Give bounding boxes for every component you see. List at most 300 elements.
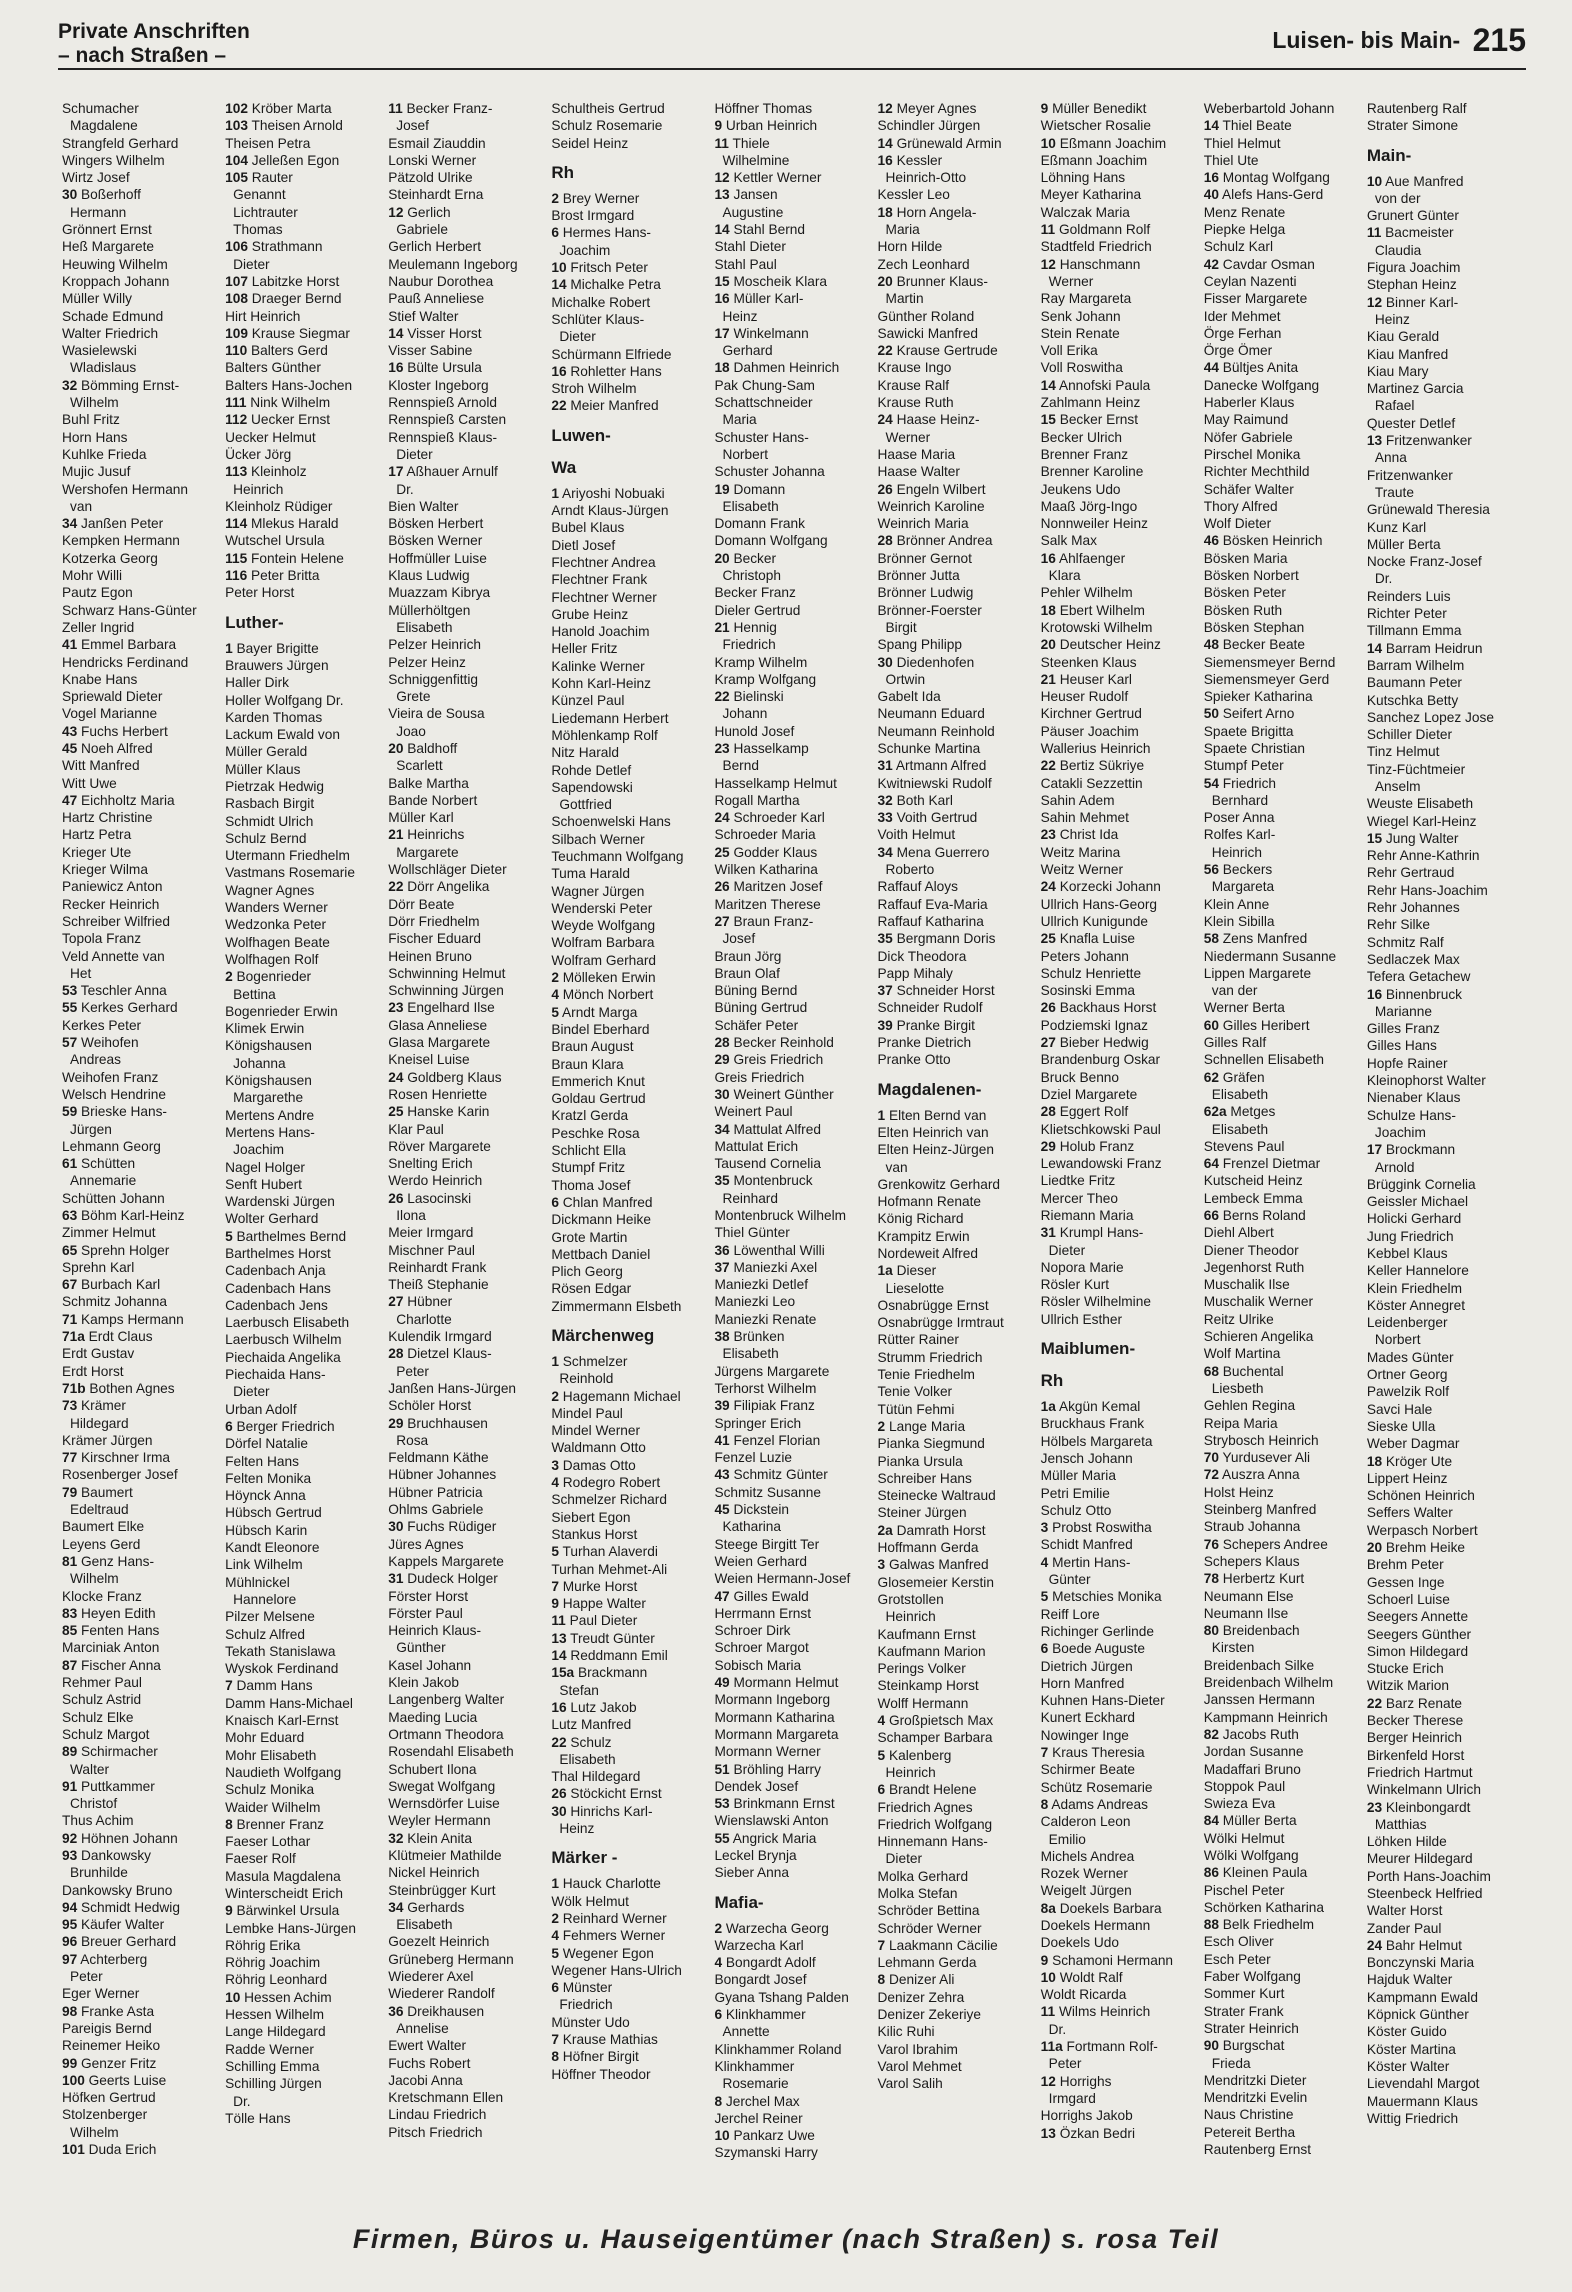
directory-entry: Sawicki Manfred bbox=[877, 325, 978, 341]
house-number: 91 bbox=[62, 1778, 78, 1794]
directory-entry: von der bbox=[1374, 190, 1421, 206]
directory-entry: 21 Heuser Karl bbox=[1040, 671, 1132, 687]
directory-entry: Schäfer Peter bbox=[714, 1017, 799, 1033]
directory-entry: Visser Sabine bbox=[388, 343, 473, 359]
directory-entry: Mohr Eduard bbox=[225, 1730, 305, 1746]
house-number: 1 bbox=[551, 485, 559, 501]
house-number: 2 bbox=[551, 970, 559, 986]
directory-entry: Röhrig Erika bbox=[225, 1937, 301, 1953]
directory-entry: Peschke Rosa bbox=[551, 1125, 640, 1141]
directory-entry: Michels Andrea bbox=[1040, 1848, 1135, 1864]
directory-entry: Nordeweit Alfred bbox=[877, 1246, 978, 1261]
directory-entry: 13 Fritzenwanker bbox=[1366, 433, 1472, 449]
house-number: 34 bbox=[714, 1121, 730, 1137]
directory-entry: 1a Dieser bbox=[877, 1263, 937, 1279]
directory-entry: Muschalik Werner bbox=[1203, 1294, 1314, 1310]
house-number: 23 bbox=[388, 1000, 404, 1016]
directory-entry: Genannt bbox=[233, 187, 286, 203]
directory-entry: Walter bbox=[70, 1761, 110, 1777]
directory-entry: Schreiber Wilfried bbox=[62, 913, 171, 929]
directory-entry: Holler Wolfgang Dr. bbox=[225, 692, 344, 708]
directory-entry: 6 Boede Auguste bbox=[1040, 1641, 1145, 1657]
directory-entry: Schönen Heinrich bbox=[1366, 1488, 1475, 1504]
directory-entry: Topola Franz bbox=[62, 931, 142, 947]
directory-entry: 30 Weinert Günther bbox=[714, 1086, 834, 1102]
page-header-left bbox=[58, 20, 250, 68]
directory-entry: Tölle Hans bbox=[225, 2110, 291, 2126]
directory-entry: Annemarie bbox=[70, 1173, 137, 1189]
directory-entry: 7 Murke Horst bbox=[551, 1578, 638, 1594]
directory-entry: 50 Seifert Arno bbox=[1203, 706, 1295, 722]
directory-entry: Kaufmann Ernst bbox=[877, 1626, 976, 1642]
directory-entry: 5 Turhan Alaverdi bbox=[551, 1544, 658, 1560]
directory-entry: Baumann Peter bbox=[1366, 675, 1462, 691]
house-number: 27 bbox=[714, 913, 730, 929]
directory-entry: Plich Georg bbox=[551, 1264, 623, 1280]
directory-entry: Herrmann Ernst bbox=[714, 1605, 812, 1621]
directory-entry: 26 Lasocinski bbox=[388, 1190, 472, 1206]
directory-entry: 2a Damrath Horst bbox=[877, 1522, 986, 1538]
directory-entry: Hessen Wilhelm bbox=[225, 2007, 324, 2023]
directory-entry: Erdt Horst bbox=[62, 1363, 124, 1379]
directory-entry: Janßen Hans-Jürgen bbox=[388, 1380, 517, 1396]
directory-entry: Weien Gerhard bbox=[714, 1553, 808, 1569]
directory-entry: Brauwers Jürgen bbox=[225, 657, 329, 673]
directory-entry: Maria bbox=[885, 222, 920, 238]
directory-entry: Joachim bbox=[559, 242, 611, 258]
house-number: 55 bbox=[714, 1830, 730, 1846]
directory-entry: Wagner Jürgen bbox=[551, 883, 645, 899]
directory-entry: Lichtrauter bbox=[233, 204, 298, 220]
directory-entry: Silbach Werner bbox=[551, 831, 645, 847]
directory-entry: Kroppach Johann bbox=[62, 273, 170, 289]
directory-entry: Richter Peter bbox=[1366, 606, 1447, 622]
directory-entry: Wolfhagen Beate bbox=[225, 934, 330, 950]
directory-entry: Klinkhammer bbox=[714, 2058, 795, 2074]
directory-entry: Rennspieß Carsten bbox=[388, 412, 507, 428]
directory-entry: 81 Genz Hans- bbox=[62, 1553, 155, 1569]
directory-entry: Nienaber Klaus bbox=[1366, 1090, 1461, 1106]
directory-entry: Steinberg Manfred bbox=[1203, 1502, 1317, 1518]
directory-entry: Schmitz Ralf bbox=[1366, 934, 1444, 950]
directory-entry: Karden Thomas bbox=[225, 709, 323, 725]
house-number: 5 bbox=[1040, 1589, 1049, 1605]
directory-entry: Wyskok Ferdinand bbox=[225, 1661, 339, 1677]
house-number: 5 bbox=[877, 1747, 886, 1763]
directory-entry: Lembeck Emma bbox=[1203, 1190, 1303, 1206]
house-number: 40 bbox=[1203, 187, 1219, 203]
directory-entry: Lievendahl Margot bbox=[1366, 2076, 1480, 2092]
directory-entry: Pautz Egon bbox=[62, 585, 133, 601]
directory-entry: Wietscher Rosalie bbox=[1040, 118, 1151, 134]
house-number: 82 bbox=[1203, 1726, 1219, 1742]
directory-entry: 53 Brinkmann Ernst bbox=[714, 1796, 835, 1812]
directory-entry: Peter bbox=[396, 1363, 429, 1379]
directory-entry: Stief Walter bbox=[388, 308, 459, 324]
directory-entry: Lutz Manfred bbox=[551, 1717, 632, 1733]
directory-entry: Wilhelm bbox=[70, 2124, 119, 2140]
directory-entry: Schindler Jürgen bbox=[877, 118, 981, 134]
directory-entry: 30 Hinrichs Karl- bbox=[551, 1803, 653, 1819]
directory-entry: Reinhardt Frank bbox=[388, 1259, 487, 1275]
house-number: 12 bbox=[388, 204, 404, 220]
directory-entry: 24 Goldberg Klaus bbox=[388, 1069, 502, 1085]
directory-entry: Dieter bbox=[1048, 1242, 1086, 1258]
directory-entry: 11 Thiele bbox=[714, 135, 770, 151]
directory-entry: Weigelt Jürgen bbox=[1040, 1883, 1132, 1899]
house-number: 8 bbox=[714, 2093, 723, 2109]
house-number: 14 bbox=[388, 325, 404, 341]
house-number: 109 bbox=[225, 325, 248, 341]
directory-entry: Mendritzki Dieter bbox=[1203, 2072, 1307, 2088]
directory-entry: Nöfer Gabriele bbox=[1203, 429, 1293, 445]
directory-entry: 12 Hanschmann bbox=[1040, 256, 1141, 272]
directory-entry: 2 Lange Maria bbox=[877, 1418, 966, 1434]
directory-entry: 10 Fritsch Peter bbox=[551, 260, 648, 276]
house-number: 16 bbox=[1203, 170, 1219, 186]
directory-entry: Mettbach Daniel bbox=[551, 1246, 651, 1262]
directory-entry: Ullrich Esther bbox=[1040, 1311, 1123, 1327]
directory-entry: 10 Hessen Achim bbox=[225, 1989, 332, 2005]
directory-entry: Joachim bbox=[233, 1142, 285, 1158]
directory-entry: Rosendahl Elisabeth bbox=[388, 1744, 514, 1760]
house-number: 4 bbox=[551, 987, 559, 1003]
house-number: 13 bbox=[551, 1630, 567, 1646]
directory-entry: Heinz bbox=[722, 308, 758, 324]
directory-entry: 5 Kalenberg bbox=[877, 1747, 952, 1763]
house-number: 57 bbox=[62, 1035, 78, 1051]
directory-entry: Möhlenkamp Rolf bbox=[551, 727, 658, 743]
house-number: 22 bbox=[877, 343, 893, 359]
directory-entry: Kampmann Ewald bbox=[1366, 1989, 1478, 2005]
house-number: 7 bbox=[1040, 1745, 1049, 1761]
house-number: 45 bbox=[62, 740, 78, 756]
directory-entry: Bernd bbox=[722, 758, 759, 774]
directory-entry: Elten Heinz-Jürgen bbox=[877, 1142, 994, 1158]
directory-entry: 77 Kirschner Irma bbox=[62, 1450, 171, 1466]
directory-entry: Stephan Heinz bbox=[1366, 277, 1457, 293]
house-number: 11 bbox=[388, 101, 403, 116]
directory-entry: Kotzerka Georg bbox=[62, 550, 158, 566]
directory-entry: Het bbox=[70, 965, 92, 981]
house-number: 22 bbox=[1366, 1695, 1383, 1711]
directory-entry: 42 Cavdar Osman bbox=[1203, 256, 1315, 272]
directory-entry: Link Wilhelm bbox=[225, 1557, 303, 1573]
directory-entry: Laerbusch Elisabeth bbox=[225, 1315, 350, 1331]
directory-entry: Niedermann Susanne bbox=[1203, 948, 1337, 964]
directory-entry: 26 Backhaus Horst bbox=[1040, 1000, 1157, 1016]
directory-entry: Peter bbox=[1048, 2056, 1082, 2072]
directory-entry: König Richard bbox=[877, 1211, 964, 1227]
directory-entry: Lehmann Gerda bbox=[877, 1955, 977, 1971]
directory-entry: 22 Dörr Angelika bbox=[388, 879, 490, 895]
directory-entry: Wittig Friedrich bbox=[1366, 2110, 1459, 2126]
directory-entry: Elisabeth bbox=[559, 1751, 616, 1767]
house-number: 94 bbox=[62, 1899, 78, 1915]
listing-column bbox=[1363, 100, 1526, 2180]
house-number: 4 bbox=[551, 1475, 559, 1491]
house-number: 106 bbox=[225, 239, 248, 255]
directory-entry: Brehm Peter bbox=[1366, 1557, 1444, 1573]
directory-entry: Jung Friedrich bbox=[1366, 1228, 1454, 1244]
house-number: 111 bbox=[225, 395, 247, 411]
directory-entry: Fenzel Luzie bbox=[714, 1450, 793, 1466]
directory-entry: 114 Mlekus Harald bbox=[225, 516, 339, 532]
directory-entry: Lippen Margarete bbox=[1203, 965, 1312, 981]
house-number: 73 bbox=[62, 1398, 78, 1414]
directory-entry: Faeser Rolf bbox=[225, 1851, 296, 1867]
directory-entry: Spriewald Dieter bbox=[62, 689, 163, 705]
house-number: 3 bbox=[551, 1457, 559, 1473]
directory-entry: Förster Horst bbox=[388, 1588, 469, 1604]
directory-entry: 31 Artmann Alfred bbox=[877, 758, 987, 774]
directory-entry: Strater Heinrich bbox=[1203, 2020, 1299, 2036]
street-heading: Wa bbox=[551, 457, 577, 477]
house-number: 78 bbox=[1203, 1571, 1219, 1587]
directory-entry: Steiner Jürgen bbox=[877, 1505, 967, 1521]
directory-entry: Maeding Lucia bbox=[388, 1709, 478, 1725]
directory-entry: Naudieth Wolfgang bbox=[225, 1764, 342, 1780]
directory-entry: Horn Manfred bbox=[1040, 1675, 1125, 1691]
directory-entry: Reinhold bbox=[559, 1371, 614, 1387]
house-number: 16 bbox=[551, 1699, 567, 1715]
house-number: 20 bbox=[1366, 1540, 1383, 1556]
directory-entry: 23 Kleinbongardt bbox=[1366, 1799, 1471, 1815]
directory-entry: Winkelmann Ulrich bbox=[1366, 1782, 1481, 1798]
directory-entry: Gyana Tshang Palden bbox=[714, 1989, 849, 2005]
directory-entry: Haberler Klaus bbox=[1203, 395, 1295, 411]
directory-entry: Thiel Helmut bbox=[1203, 135, 1281, 151]
directory-entry: 14 Barram Heidrun bbox=[1366, 640, 1483, 656]
house-number: 12 bbox=[1040, 2073, 1056, 2089]
house-number: 115 bbox=[225, 550, 248, 566]
directory-entry: Krause Ralf bbox=[877, 377, 950, 393]
directory-entry: Rogall Martha bbox=[714, 792, 800, 808]
directory-entry: Wolfram Gerhard bbox=[551, 952, 657, 968]
directory-entry: 78 Herbertz Kurt bbox=[1203, 1571, 1305, 1587]
directory-entry: 37 Schneider Horst bbox=[877, 983, 995, 999]
directory-entry: Kiau Mary bbox=[1366, 363, 1429, 379]
directory-entry: Brönner Gernot bbox=[877, 550, 972, 566]
directory-entry: Krotowski Wilhelm bbox=[1040, 619, 1153, 635]
house-number: 116 bbox=[225, 568, 248, 584]
directory-entry: 56 Beckers bbox=[1203, 862, 1273, 878]
directory-entry: Haller Dirk bbox=[225, 675, 289, 691]
directory-entry: 55 Angrick Maria bbox=[714, 1830, 817, 1846]
house-number: 34 bbox=[877, 844, 893, 860]
directory-entry: 2 Brey Werner bbox=[551, 190, 640, 206]
directory-entry: 2 Reinhard Werner bbox=[551, 1910, 667, 1926]
directory-entry: Witt Uwe bbox=[62, 775, 117, 791]
house-number: 25 bbox=[714, 844, 730, 860]
directory-entry: 11 Goldmann Rolf bbox=[1040, 222, 1151, 238]
directory-entry: 8 Denizer Ali bbox=[877, 1972, 955, 1988]
directory-entry: 6 Berger Friedrich bbox=[225, 1418, 335, 1434]
directory-entry: 4 Bongardt Adolf bbox=[714, 1955, 816, 1971]
directory-entry: Stolzenberger bbox=[62, 2107, 148, 2123]
directory-entry: Bösken Norbert bbox=[1203, 568, 1299, 584]
directory-entry: Gehlen Regina bbox=[1203, 1398, 1296, 1414]
directory-entry: Doekels Hermann bbox=[1040, 1917, 1151, 1933]
directory-entry: 20 Brehm Heike bbox=[1366, 1540, 1466, 1556]
directory-entry: Sieske Ulla bbox=[1366, 1418, 1436, 1434]
directory-entry: Schröder Bettina bbox=[877, 1903, 980, 1919]
directory-entry: Knabe Hans bbox=[62, 671, 138, 687]
house-number: 16 bbox=[714, 291, 730, 307]
house-number: 15a bbox=[551, 1665, 575, 1681]
directory-entry: Stefan bbox=[559, 1682, 599, 1698]
directory-entry: Lange Hildegard bbox=[225, 2024, 326, 2040]
house-number: 31 bbox=[1040, 1225, 1056, 1241]
directory-entry: 16 Lutz Jakob bbox=[551, 1699, 637, 1715]
house-number: 43 bbox=[714, 1467, 730, 1483]
directory-entry: 24 Haase Heinz- bbox=[877, 412, 980, 428]
directory-entry: Grete bbox=[396, 689, 431, 705]
directory-entry: Mormann Margareta bbox=[714, 1726, 839, 1742]
directory-entry: Hübsch Karin bbox=[225, 1522, 308, 1538]
directory-entry: Bubel Klaus bbox=[551, 520, 625, 536]
directory-entry: Kalinke Werner bbox=[551, 658, 645, 674]
directory-entry: Wilhelm bbox=[70, 1571, 119, 1587]
directory-entry: Schroer Dirk bbox=[714, 1623, 791, 1639]
directory-entry: Ullrich Kunigunde bbox=[1040, 913, 1148, 929]
directory-entry: Flechtner Frank bbox=[551, 572, 648, 588]
directory-entry: 16 Rohletter Hans bbox=[551, 363, 662, 379]
house-number: 8 bbox=[551, 2049, 559, 2065]
directory-entry: Schulz Karl bbox=[1203, 239, 1273, 255]
house-number: 38 bbox=[714, 1329, 730, 1345]
directory-entry: Raffauf Katharina bbox=[877, 913, 984, 929]
directory-entry: 67 Burbach Karl bbox=[62, 1277, 161, 1293]
directory-entry: Kwitniewski Rudolf bbox=[877, 775, 992, 791]
directory-entry: Joao bbox=[396, 723, 426, 739]
directory-entry: Heinrich-Otto bbox=[885, 170, 967, 186]
directory-entry: 1 Ariyoshi Nobuaki bbox=[551, 485, 665, 501]
directory-entry: Wolf Dieter bbox=[1203, 516, 1272, 532]
directory-entry: Nopora Marie bbox=[1040, 1259, 1124, 1275]
directory-entry: Gilles Ralf bbox=[1203, 1035, 1267, 1051]
house-number: 30 bbox=[714, 1086, 730, 1102]
directory-entry: Voll Roswitha bbox=[1040, 360, 1123, 376]
directory-entry: Petereit Bertha bbox=[1203, 2124, 1296, 2140]
directory-entry: Szymanski Harry bbox=[714, 2145, 818, 2161]
directory-entry: Zander Paul bbox=[1366, 1920, 1442, 1936]
directory-entry: Mertens Hans- bbox=[225, 1124, 315, 1140]
directory-entry: Hirt Heinrich bbox=[225, 308, 301, 324]
directory-entry: Strumm Friedrich bbox=[877, 1349, 983, 1365]
directory-entry: Klaus Ludwig bbox=[388, 568, 470, 584]
house-number: 4 bbox=[877, 1713, 886, 1729]
listing-column bbox=[710, 100, 873, 2180]
directory-entry: 18 Kröger Ute bbox=[1366, 1453, 1453, 1469]
directory-entry: 16 Kessler bbox=[877, 152, 943, 168]
directory-entry: 95 Käufer Walter bbox=[62, 1917, 165, 1933]
directory-entry: 23 Hasselkamp bbox=[714, 740, 809, 756]
directory-entry: Richter Mechthild bbox=[1203, 464, 1310, 480]
directory-entry: Müller Berta bbox=[1366, 536, 1441, 552]
directory-entry: Hendricks Ferdinand bbox=[62, 654, 189, 670]
directory-entry: Walter Horst bbox=[1366, 1903, 1443, 1919]
house-number: 14 bbox=[1203, 118, 1219, 134]
house-number: 24 bbox=[1040, 879, 1056, 895]
directory-entry: Klütmeier Mathilde bbox=[388, 1847, 502, 1863]
directory-entry: Snelting Erich bbox=[388, 1156, 473, 1172]
house-number: 103 bbox=[225, 118, 248, 134]
directory-entry: Zeller Ingrid bbox=[62, 619, 135, 635]
directory-entry: Ceylan Nazenti bbox=[1203, 273, 1297, 289]
directory-entry: Horn Hilde bbox=[877, 239, 943, 255]
directory-entry: Maniezki Renate bbox=[714, 1311, 817, 1327]
directory-entry: 71b Bothen Agnes bbox=[62, 1380, 175, 1396]
directory-entry: Krause Ruth bbox=[877, 395, 954, 411]
directory-entry: 14 Stahl Bernd bbox=[714, 222, 805, 238]
directory-entry: Wolter Gerhard bbox=[225, 1211, 319, 1227]
directory-entry: Steinbrügger Kurt bbox=[388, 1882, 496, 1898]
directory-entry: 57 Weihofen bbox=[62, 1035, 139, 1051]
directory-entry: Mujic Jusuf bbox=[62, 464, 131, 480]
directory-entry: Wollschläger Dieter bbox=[388, 862, 507, 878]
directory-entry: 9 Bärwinkel Ursula bbox=[225, 1903, 340, 1919]
directory-entry: 27 Braun Franz- bbox=[714, 913, 814, 929]
house-number: 66 bbox=[1203, 1208, 1219, 1223]
directory-entry: Werpasch Norbert bbox=[1366, 1522, 1478, 1538]
directory-entry: Werner Berta bbox=[1203, 1000, 1285, 1016]
street-heading: Märker - bbox=[551, 1848, 618, 1868]
house-number: 4 bbox=[714, 1955, 723, 1971]
directory-entry: Schepers Klaus bbox=[1203, 1553, 1300, 1569]
directory-entry: Sahin Mehmet bbox=[1040, 810, 1129, 826]
house-number: 4 bbox=[551, 1928, 559, 1944]
directory-entry: Pitsch Friedrich bbox=[388, 2124, 483, 2140]
directory-entry: 13 Jansen bbox=[714, 187, 778, 203]
house-number: 88 bbox=[1203, 1917, 1219, 1933]
directory-entry: 10 Eßmann Joachim bbox=[1040, 135, 1167, 151]
directory-entry: Schwinning Helmut bbox=[388, 965, 506, 981]
directory-entry: Schattschneider bbox=[714, 395, 813, 411]
directory-entry: Traute bbox=[1374, 484, 1414, 500]
directory-entry: Stein Renate bbox=[1040, 325, 1120, 341]
directory-entry: Utermann Friedhelm bbox=[225, 848, 350, 864]
directory-entry: Barthelmes Horst bbox=[225, 1246, 331, 1261]
directory-entry: 7 Damm Hans bbox=[225, 1678, 313, 1694]
directory-entry: Woldt Ricarda bbox=[1040, 1987, 1127, 2003]
directory-entry: Wölki Helmut bbox=[1203, 1830, 1285, 1846]
directory-entry: 23 Engelhard Ilse bbox=[388, 1000, 495, 1016]
directory-entry: Röhrig Leonhard bbox=[225, 1972, 328, 1988]
directory-entry: Balke Martha bbox=[388, 775, 469, 791]
house-number: 32 bbox=[388, 1830, 404, 1846]
house-number: 21 bbox=[714, 619, 730, 635]
house-number: 18 bbox=[877, 204, 893, 220]
house-number: 86 bbox=[1203, 1865, 1219, 1881]
directory-entry: Eßmann Joachim bbox=[1040, 152, 1148, 168]
directory-entry: Flechtner Andrea bbox=[551, 554, 656, 570]
house-number: 24 bbox=[388, 1069, 404, 1085]
directory-entry: Wardenski Jürgen bbox=[225, 1194, 335, 1210]
directory-entry: Anna bbox=[1374, 450, 1407, 466]
directory-entry: Schulz Henriette bbox=[1040, 965, 1142, 981]
directory-entry: Gessen Inge bbox=[1366, 1574, 1445, 1590]
directory-entry: Weitz Marina bbox=[1040, 844, 1121, 860]
directory-entry: 7 Laakmann Cäcilie bbox=[877, 1937, 998, 1953]
house-number: 26 bbox=[551, 1786, 567, 1802]
directory-entry: Mohr Elisabeth bbox=[225, 1747, 317, 1763]
directory-entry: Steinhardt Erna bbox=[388, 187, 484, 203]
directory-entry: Wernsdörfer Luise bbox=[388, 1796, 500, 1812]
directory-entry: 112 Uecker Ernst bbox=[225, 412, 331, 428]
house-number: 13 bbox=[1366, 433, 1383, 449]
directory-entry: Rosenberger Josef bbox=[62, 1467, 178, 1483]
